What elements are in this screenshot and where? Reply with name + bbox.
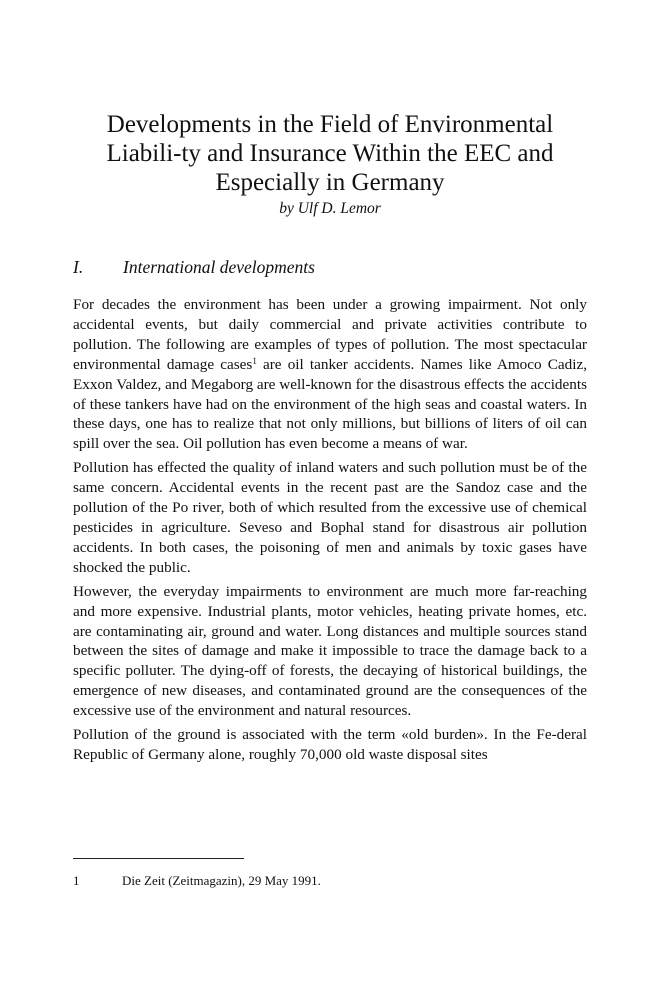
- footnote-reference: 1: [252, 355, 257, 366]
- paragraph: However, the everyday impairments to environment are much more far-reaching and more expensive. Industrial plants, motor vehicles, heating private homes, etc. are contaminating air, ground and water. Long distances and multiple sources stand between the sites of damage and make it impossible to trace the damage back to a specific polluter. The dying-off of forests, the decaying of historical buildings, the emergence of new diseases, and contaminated ground are the consequences of the excessive use of the environment and natural resources.: [73, 582, 587, 720]
- section-number: I.: [73, 257, 84, 277]
- paragraph-text: For decades the environment has been under a growing impairment. Not only accidental events, but daily commercial and private activities contribute to pollution. The following are examples of types of pollution. The most spectacular environmental damage cases: [73, 296, 587, 373]
- footnote-number: 1: [73, 873, 80, 888]
- author-byline: by Ulf D. Lemor: [279, 200, 381, 217]
- paragraph: Pollution has effected the quality of inland waters and such pollution must be of the same concern. Accidental events in the recent past are the Sandoz case and the pollution of the Po river, both of which resulted from the excessive use of chemical pesticides in agriculture. Seveso and Bophal stand for disastrous air pollution accidents. In both cases, the poisoning of men and animals by toxic gases have shocked the public.: [73, 459, 587, 576]
- article-title: Developments in the Field of Environmental Liabili-ty and Insurance Within the EEC and Especially in Germany: [106, 111, 554, 196]
- footnote: [73, 873, 321, 889]
- footnote-divider: [73, 858, 244, 859]
- paragraph: [73, 295, 587, 454]
- body-text: [73, 295, 587, 765]
- section-heading: [73, 257, 315, 278]
- paragraph: Pollution of the ground is associated with the term «old burden». In the Fe-deral Republic of Germany alone, roughly 70,000 old waste disposal sites: [73, 726, 587, 763]
- section-title: International developments: [123, 257, 315, 277]
- footnote-text: Die Zeit (Zeitmagazin), 29 May 1991.: [122, 873, 321, 888]
- paragraph-text: are oil tanker accidents. Names like Amoco Cadiz, Exxon Valdez, and Megaborg are well-known for the disastrous effects the accidents of these tankers have had on the environment of the high seas and coastal waters. In these days, one has to realize that not only millions, but billions of liters of oil can spill over the sea. Oil pollution has even become a means of war.: [73, 355, 587, 453]
